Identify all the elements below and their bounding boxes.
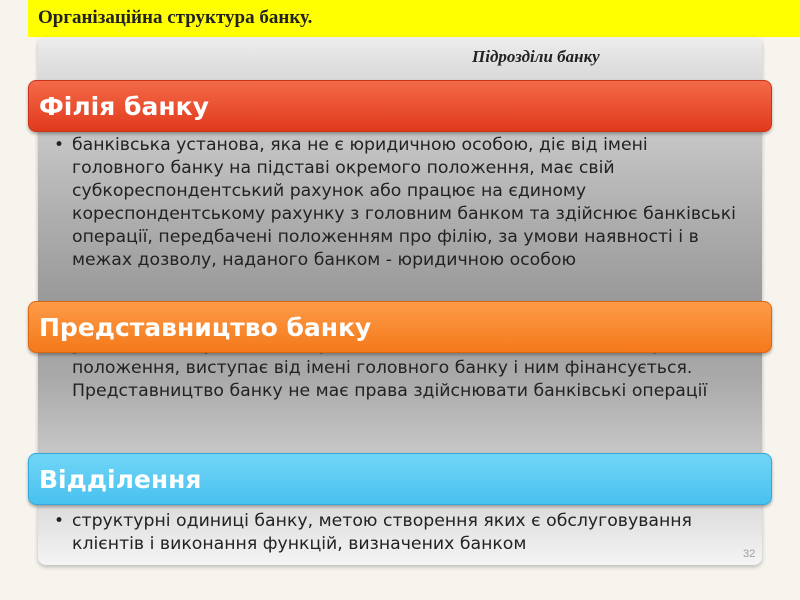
item-heading-representative-office: Представництво банку — [28, 301, 772, 353]
item-heading-division: Відділення — [28, 453, 772, 505]
slide-title: Організаційна структура банку. — [38, 7, 313, 28]
item-description-representative-office: • положення, виступає від імені головного банку і ним фінансується. Представництво банку не має права здійснювати банківські операції — [54, 334, 744, 403]
item-heading-branch: Філія банку — [28, 80, 772, 132]
item-description-branch: • банківська установа, яка не є юридичною особою, діє від імені головного банку на підставі окремого положення, має свій субкореспондентський рахунок або працює на єдиному кореспондентському рахунку з головним банком та здійснює банківські операції, передбачені положенням про філію, за умови наявності і в межах дозволу, наданого банком - юридичною особою — [54, 134, 744, 272]
section-heading: Підрозділи банку — [472, 47, 600, 66]
page-number: 32 — [743, 548, 756, 560]
title-bar — [28, 0, 800, 37]
item-description-division: • структурні одиниці банку, метою створення яких є обслуговування клієнтів і виконання функцій, визначених банком — [54, 510, 744, 556]
